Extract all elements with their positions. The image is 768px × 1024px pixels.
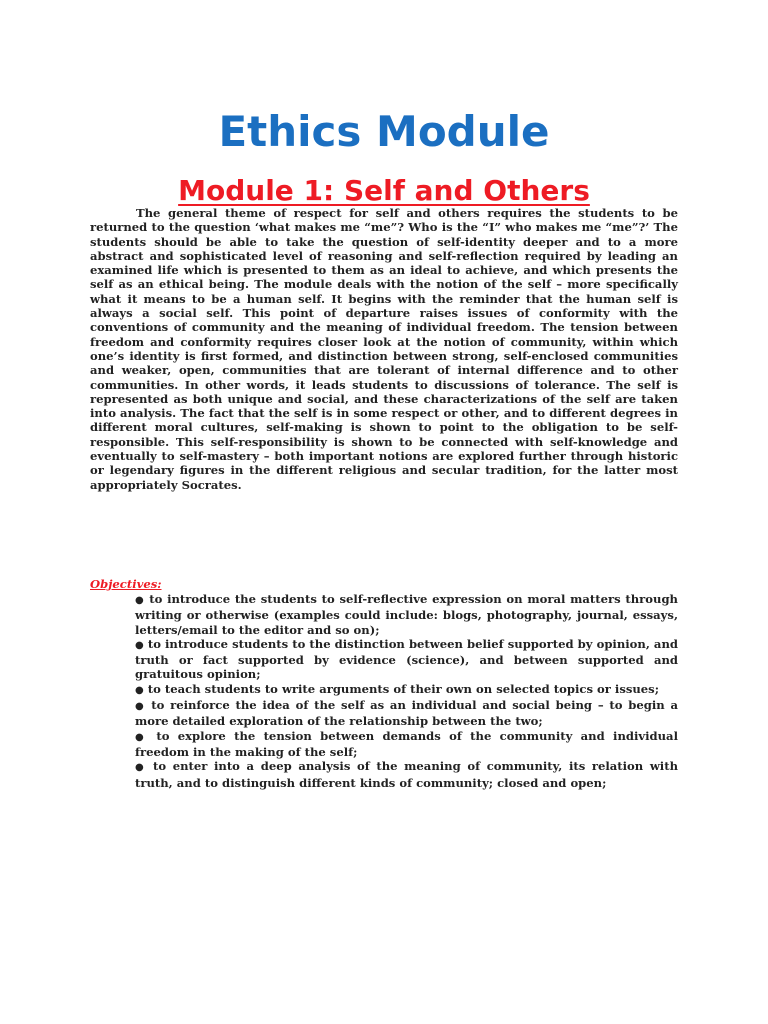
objective-text: to reinforce the idea of the self as an individual and social being – to begin a more detailed exploration of the relationship between the two; <box>135 698 678 729</box>
objectives-heading: Objectives: <box>90 577 162 591</box>
bullet-icon: ● <box>135 762 147 774</box>
bullet-icon: ● <box>135 731 149 743</box>
objective-text: to introduce students to the distinction between belief supported by opinion, and truth or fact supported by evidence (science), and between supported and gratuitous opinion; <box>135 636 678 682</box>
objective-text: to explore the tension between demands of the community and individual freedom in the making of the self; <box>135 728 678 759</box>
bullet-icon: ● <box>135 595 145 606</box>
page-title: Ethics Module <box>218 107 550 157</box>
objective-item <box>135 637 678 682</box>
module-subtitle-text: Module 1: Self and Others <box>178 173 590 207</box>
objective-item <box>135 682 678 698</box>
intro-paragraph: The general theme of respect for self and others requires the students to be returned to the question ‘what makes me “me”? Who is the “I” who makes me “me”?’ The students should be able to take the question of self-identity deeper and to a more abstract and sophisticated level of reasoning and self-reflection required by leading an examined life which is presented to them as an ideal to achieve, and which presents the self as an ethical being. The module deals with the notion of the self – more specifically what it means to be a human self. It begins with the reminder that the human self is always a social self. This point of departure raises issues of conformity with the conventions of community and the meaning of individual freedom. The tension between freedom and conformity requires closer look at the notion of community, within which one’s identity is first formed, and distinction between strong, self-enclosed communities and weaker, open, communities that are tolerant of internal difference and to other communities. In other words, it leads students to discussions of tolerance. The self is represented as both unique and social, and these characterizations of the self are taken into analysis. The fact that the self is in some respect or other, and to different degrees in different moral cultures, self-making is shown to point to the obligation to be self-responsible. This self-responsibility is shown to be connected with self-knowledge and eventually to self-mastery – both important notions are explored further through historic or legendary figures in the different religious and secular tradition, for the latter most appropriately Socrates. <box>90 206 678 492</box>
objective-text: to teach students to write arguments of their own on selected topics or issues; <box>147 681 659 696</box>
module-subtitle <box>0 172 768 210</box>
objective-item <box>135 698 678 729</box>
bullet-icon: ● <box>135 684 144 696</box>
objective-text: to enter into a deep analysis of the meaning of community, its relation with truth, and to distinguish different kinds of community; closed and open; <box>135 759 678 790</box>
objective-item <box>135 592 678 637</box>
objective-item <box>135 759 678 790</box>
bullet-icon: ● <box>135 639 144 651</box>
objective-text: to introduce the students to self-reflective expression on moral matters through writing or otherwise (examples could include: blogs, photography, journal, essays, letters/email to the editor and so on); <box>135 592 678 637</box>
objective-item <box>135 729 678 760</box>
bullet-icon: ● <box>135 701 146 713</box>
objectives-list <box>135 592 678 790</box>
